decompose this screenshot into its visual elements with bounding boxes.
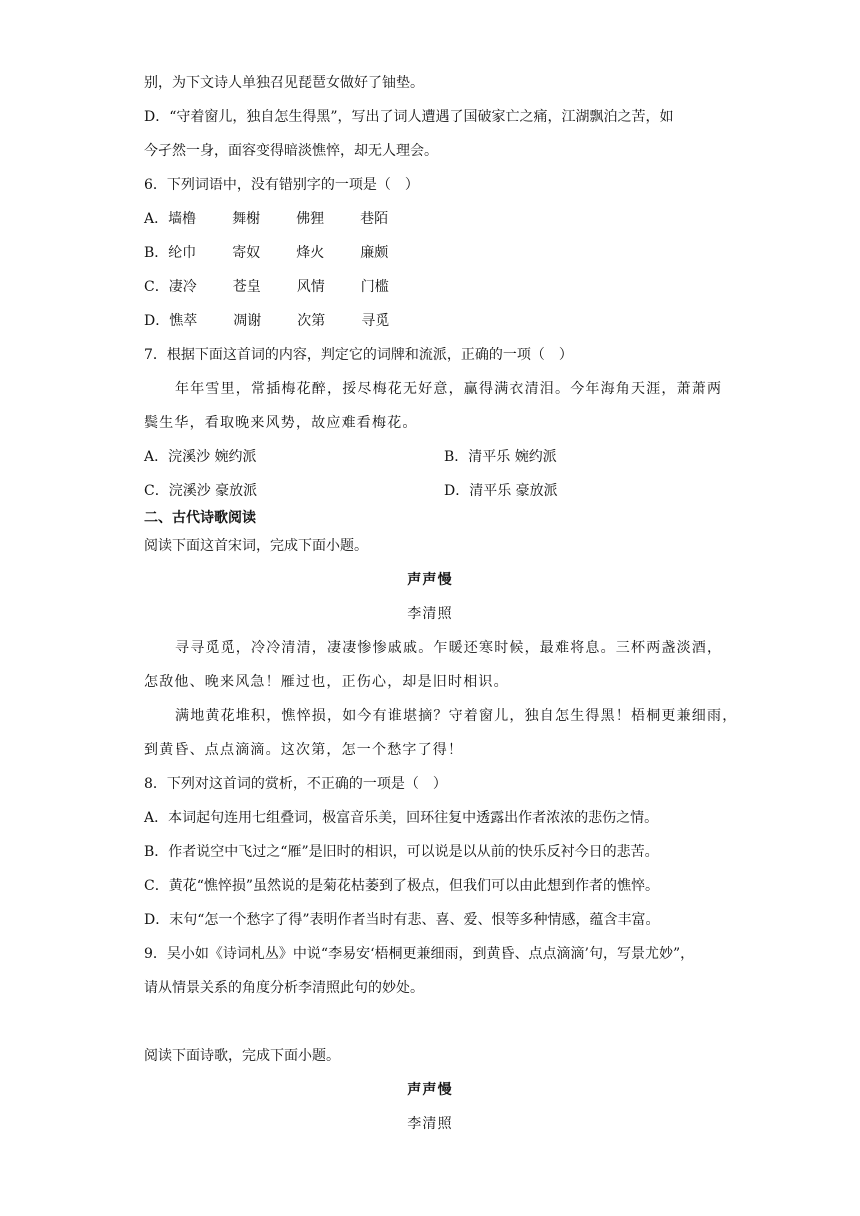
question-8-option-b: B．作者说空中飞过之“雁”是旧时的相识，可以说是以从前的快乐反衬今日的悲苦。 bbox=[144, 844, 659, 860]
poem-line: 怎敌他、晚来风急！雁过也，正伤心，却是旧时相识。 bbox=[144, 674, 509, 690]
poem-line: 寻寻觅觅，冷冷清清，凄凄惨惨戚戚。乍暖还寒时候，最难将息。三杯两盏淡酒， bbox=[175, 640, 723, 656]
word: 门槛 bbox=[360, 279, 389, 295]
poem-line: 到黄昏、点点滴滴。这次第，怎一个愁字了得！ bbox=[144, 742, 464, 758]
question-6-option-a bbox=[144, 209, 388, 229]
word: 烽火 bbox=[296, 245, 325, 261]
word: 佛狸 bbox=[296, 211, 325, 227]
question-7-option-d: D．清平乐 豪放派 bbox=[444, 483, 558, 499]
poem-author: 李清照 bbox=[407, 606, 453, 622]
word: 凋谢 bbox=[233, 313, 262, 329]
question-9-stem: 9．吴小如《诗词札丛》中说“李易安‘梧桐更兼细雨，到黄昏、点点滴滴’句，写景尤妙”， bbox=[144, 946, 695, 962]
word: 憔萃 bbox=[169, 313, 198, 329]
text-line: 别，为下文诗人单独召见琵琶女做好了铀垫。 bbox=[144, 75, 424, 91]
word: 纶巾 bbox=[168, 245, 197, 261]
word: 寄奴 bbox=[232, 245, 261, 261]
word: 墙橹 bbox=[168, 211, 197, 227]
question-6-option-b bbox=[144, 243, 388, 263]
poem-title: 声声慢 bbox=[407, 1082, 453, 1098]
word: 苍皇 bbox=[232, 279, 261, 295]
question-8-option-a: A．本词起句连用七组叠词，极富音乐美，回环往复中透露出作者浓浓的悲伤之情。 bbox=[144, 810, 659, 826]
section-heading: 二、古代诗歌阅读 bbox=[144, 510, 256, 526]
question-6-stem: 6．下列词语中，没有错别字的一项是（ ） bbox=[144, 177, 419, 193]
question-7-option-a: A．浣溪沙 婉约派 bbox=[144, 449, 257, 465]
question-7-option-b: B．清平乐 婉约派 bbox=[444, 449, 557, 465]
poem-line: 鬓生华，看取晚来风势，故应难看梅花。 bbox=[144, 415, 418, 431]
poem-line: 满地黄花堆积，憔悴损，如今有谁堪摘？守着窗儿，独自怎生得黑！梧桐更兼细雨， bbox=[175, 708, 738, 724]
question-8-stem: 8．下列对这首词的赏析，不正确的一项是（ ） bbox=[144, 776, 447, 792]
reading-instruction: 阅读下面这首宋词，完成下面小题。 bbox=[144, 538, 368, 554]
option-label: C． bbox=[144, 279, 169, 295]
word: 寻觅 bbox=[361, 313, 390, 329]
option-label: B． bbox=[144, 245, 169, 261]
option-label: A． bbox=[144, 211, 169, 227]
question-6-option-c bbox=[144, 277, 389, 297]
option-d-text: D．“守着窗儿，独自怎生得黑”，写出了词人遭遇了国破家亡之痛，江湖飘泊之苦，如 bbox=[144, 109, 674, 125]
word: 次第 bbox=[297, 313, 326, 329]
word: 凄冷 bbox=[168, 279, 197, 295]
poem-author: 李清照 bbox=[407, 1116, 453, 1132]
word: 风情 bbox=[296, 279, 325, 295]
word: 舞榭 bbox=[232, 211, 261, 227]
poem-title: 声声慢 bbox=[407, 572, 453, 588]
question-7-option-c: C．浣溪沙 豪放派 bbox=[144, 483, 258, 499]
question-8-option-d: D．末句“怎一个愁字了得”表明作者当时有悲、喜、爱、恨等多种情感，蕴含丰富。 bbox=[144, 912, 660, 928]
text-line: 今孑然一身，面容变得暗淡憔悴，却无人理会。 bbox=[144, 143, 438, 159]
word: 廉颇 bbox=[360, 245, 389, 261]
question-9-stem-cont: 请从情景关系的角度分析李清照此句的妙处。 bbox=[144, 980, 424, 996]
question-7-stem: 7．根据下面这首词的内容，判定它的词牌和流派，正确的一项（ ） bbox=[144, 347, 573, 363]
question-6-option-d bbox=[144, 311, 389, 331]
reading-instruction: 阅读下面诗歌，完成下面小题。 bbox=[144, 1048, 340, 1064]
poem-line: 年年雪里，常插梅花醉，挼尽梅花无好意，赢得满衣清泪。今年海角天涯，萧萧两 bbox=[175, 381, 723, 397]
word: 巷陌 bbox=[360, 211, 389, 227]
option-label: D． bbox=[144, 313, 170, 329]
question-8-option-c: C．黄花“憔悴损”虽然说的是菊花枯萎到了极点，但我们可以由此想到作者的憔悴。 bbox=[144, 878, 660, 894]
